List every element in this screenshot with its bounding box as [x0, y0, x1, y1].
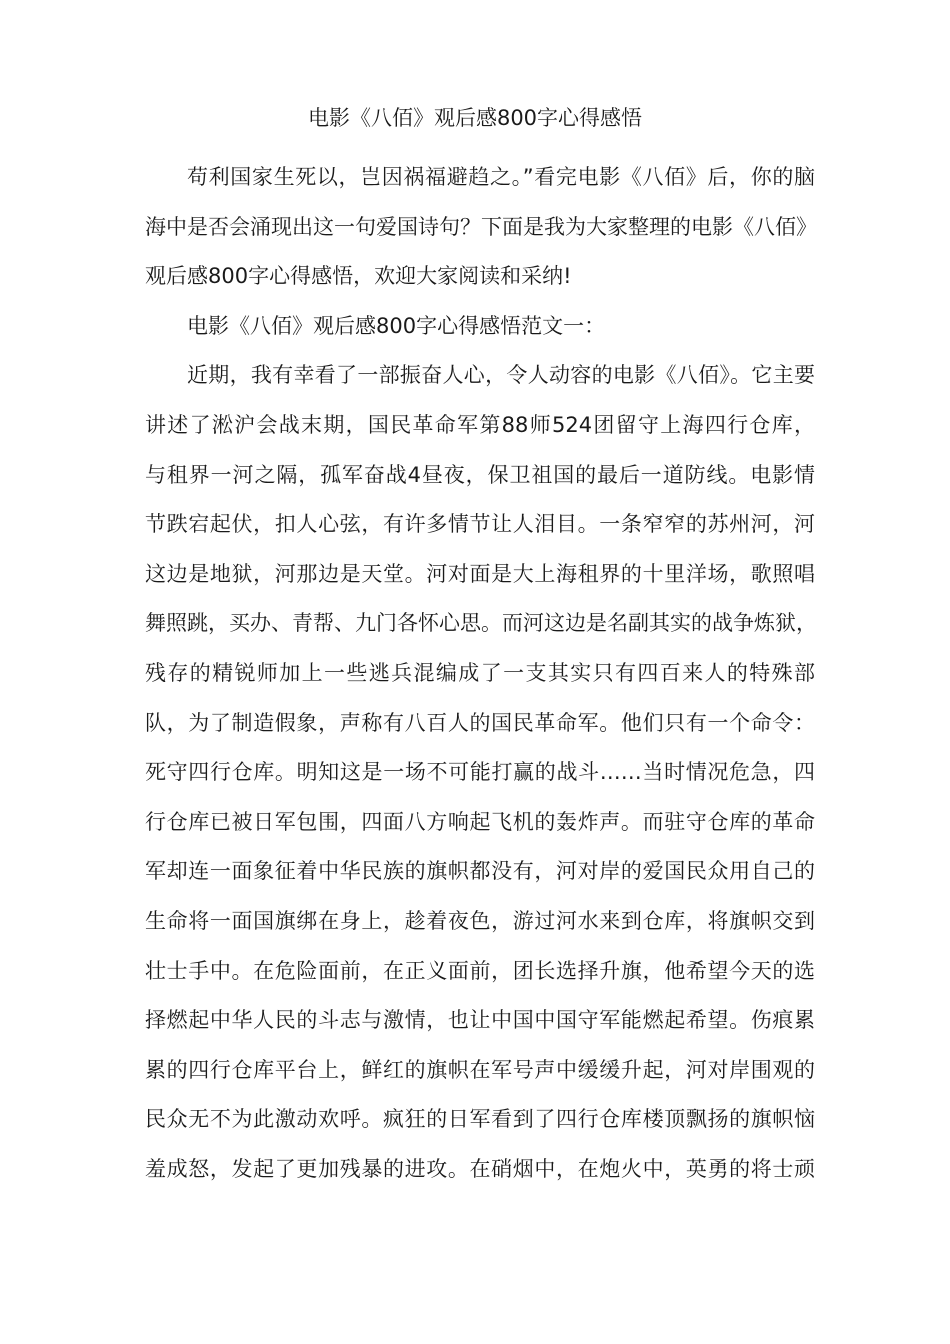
text-line: 壮士手中。在危险面前，在正义面前，团长选择升旗，他希望今天的选: [145, 958, 815, 983]
text-line: 生命将一面国旗绑在身上，趁着夜色，游过河水来到仓库，将旗帜交到: [145, 908, 815, 933]
section-heading-paragraph: [145, 302, 815, 352]
text-line: 节跌宕起伏，扣人心弦，有许多情节让人泪目。一条窄窄的苏州河，河: [145, 512, 815, 537]
text-line: 残存的精锐师加上一些逃兵混编成了一支其实只有四百来人的特殊部: [145, 660, 815, 685]
essay-paragraph: [145, 351, 815, 1194]
text-line: 苟利国家生死以，岂因祸福避趋之。”看完电影《八佰》后，你的脑: [187, 165, 815, 189]
document-body: [145, 153, 815, 1194]
text-line: 民众无不为此激动欢呼。疯狂的日军看到了四行仓库楼顶飘扬的旗帜恼: [145, 1107, 815, 1132]
text-line: 观后感800字心得感悟，欢迎大家阅读和采纳!: [145, 264, 572, 289]
document-title: 电影《八佰》观后感800字心得感悟: [307, 106, 643, 130]
text-line: 死守四行仓库。明知这是一场不可能打赢的战斗……当时情况危急，四: [145, 760, 815, 785]
text-line: 择燃起中华人民的斗志与激情，也让中国中国守军能燃起希望。伤痕累: [145, 1008, 815, 1033]
text-line: 军却连一面象征着中华民族的旗帜都没有，河对岸的爱国民众用自己的: [145, 859, 815, 884]
text-line: 近期，我有幸看了一部振奋人心，令人动容的电影《八佰》。它主要: [187, 363, 815, 388]
text-line: 累的四行仓库平台上，鲜红的旗帜在军号声中缓缓升起，河对岸围观的: [145, 1057, 815, 1082]
intro-paragraph: [145, 153, 815, 302]
text-line: 这边是地狱，河那边是天堂。河对面是大上海租界的十里洋场，歌照唱: [145, 561, 815, 586]
text-line: 舞照跳，买办、青帮、九门各怀心思。而河这边是名副其实的战争炼狱，: [145, 611, 817, 636]
text-line: 与租界一河之隔，孤军奋战4昼夜，保卫祖国的最后一道防线。电影情: [145, 462, 815, 487]
text-line: 电影《八佰》观后感800字心得感悟范文一：: [187, 313, 606, 338]
text-line: 海中是否会涌现出这一句爱国诗句？下面是我为大家整理的电影《八佰》: [145, 214, 817, 239]
text-line: 队，为了制造假象，声称有八百人的国民革命军。他们只有一个命令：: [145, 710, 815, 735]
text-line: 讲述了淞沪会战末期，国民革命军第88师524团留守上海四行仓库，: [145, 412, 815, 437]
text-line: 行仓库已被日军包围，四面八方响起飞机的轰炸声。而驻守仓库的革命: [145, 809, 815, 834]
text-line: 羞成怒，发起了更加残暴的进攻。在硝烟中，在炮火中，英勇的将士顽: [145, 1156, 815, 1181]
